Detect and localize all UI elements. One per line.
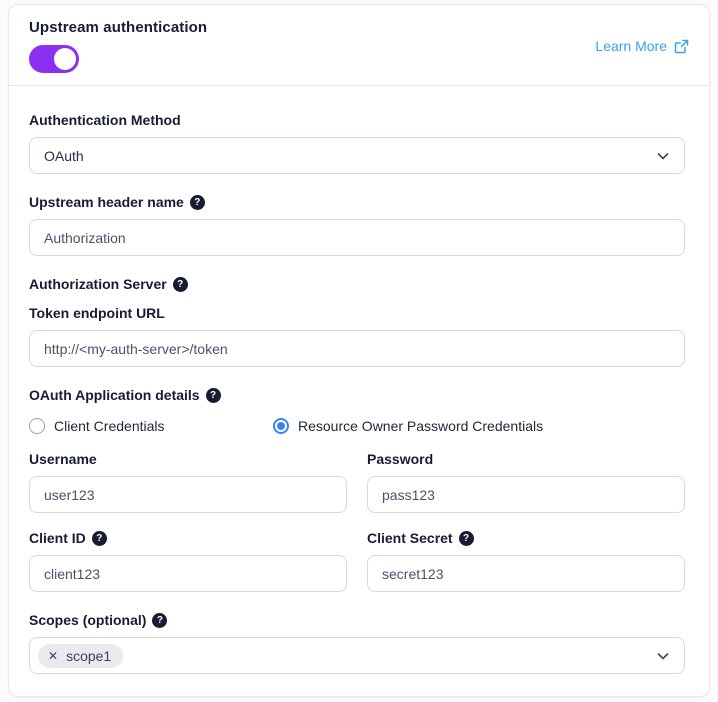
- scopes-label-text: Scopes (optional): [29, 612, 147, 628]
- scopes-label: [29, 612, 685, 628]
- scope-tag: [38, 644, 123, 668]
- help-icon[interactable]: [206, 388, 221, 403]
- radio-selected-icon: [273, 418, 289, 434]
- help-icon[interactable]: [173, 277, 188, 292]
- upstream-header-label-text: Upstream header name: [29, 194, 184, 210]
- username-label-text: Username: [29, 451, 97, 467]
- chevron-down-icon: [656, 649, 670, 663]
- client-secret-label-text: Client Secret: [367, 530, 453, 546]
- page-title: Upstream authentication: [29, 19, 208, 36]
- username-label: [29, 451, 347, 467]
- auth-method-select[interactable]: [29, 137, 685, 174]
- authorization-server-heading: [29, 276, 685, 292]
- upstream-authentication-card: [8, 4, 710, 697]
- client-id-label: [29, 530, 347, 546]
- auth-method-value: OAuth: [44, 147, 84, 164]
- remove-tag-icon[interactable]: [48, 650, 58, 662]
- oauth-details-heading: [29, 387, 685, 403]
- help-icon[interactable]: [459, 531, 474, 546]
- card-body: [9, 86, 709, 694]
- client-secret-label: [367, 530, 685, 546]
- token-endpoint-label-text: Token endpoint URL: [29, 305, 165, 321]
- radio-unselected-icon: [29, 418, 45, 434]
- upstream-auth-toggle[interactable]: [29, 45, 79, 73]
- password-label: [367, 451, 685, 467]
- client-secret-input[interactable]: [367, 555, 685, 592]
- username-input[interactable]: [29, 476, 347, 513]
- authorization-server-heading-text: Authorization Server: [29, 276, 167, 292]
- scope-tag-label: scope1: [66, 647, 112, 664]
- help-icon[interactable]: [190, 195, 205, 210]
- client-id-label-text: Client ID: [29, 530, 86, 546]
- auth-method-label-text: Authentication Method: [29, 112, 181, 128]
- toggle-knob: [54, 48, 76, 70]
- upstream-header-label: [29, 194, 685, 210]
- password-input[interactable]: [367, 476, 685, 513]
- token-endpoint-label: [29, 305, 685, 321]
- upstream-header-input[interactable]: [29, 219, 685, 256]
- client-id-input[interactable]: [29, 555, 347, 592]
- help-icon[interactable]: [92, 531, 107, 546]
- card-header: [9, 5, 709, 86]
- radio-client-credentials[interactable]: [29, 418, 273, 434]
- oauth-details-heading-text: OAuth Application details: [29, 387, 200, 403]
- grant-type-radio-group: [29, 418, 685, 434]
- radio-label: Client Credentials: [54, 418, 165, 434]
- token-endpoint-input[interactable]: [29, 330, 685, 367]
- external-link-icon: [674, 39, 689, 54]
- learn-more-link[interactable]: [595, 38, 689, 54]
- chevron-down-icon: [656, 149, 670, 163]
- help-icon[interactable]: [152, 613, 167, 628]
- auth-method-label: [29, 112, 685, 128]
- learn-more-label: Learn More: [595, 38, 667, 54]
- password-label-text: Password: [367, 451, 434, 467]
- radio-resource-owner-password[interactable]: [273, 418, 543, 434]
- radio-label: Resource Owner Password Credentials: [298, 418, 544, 434]
- scopes-multiselect[interactable]: [29, 637, 685, 674]
